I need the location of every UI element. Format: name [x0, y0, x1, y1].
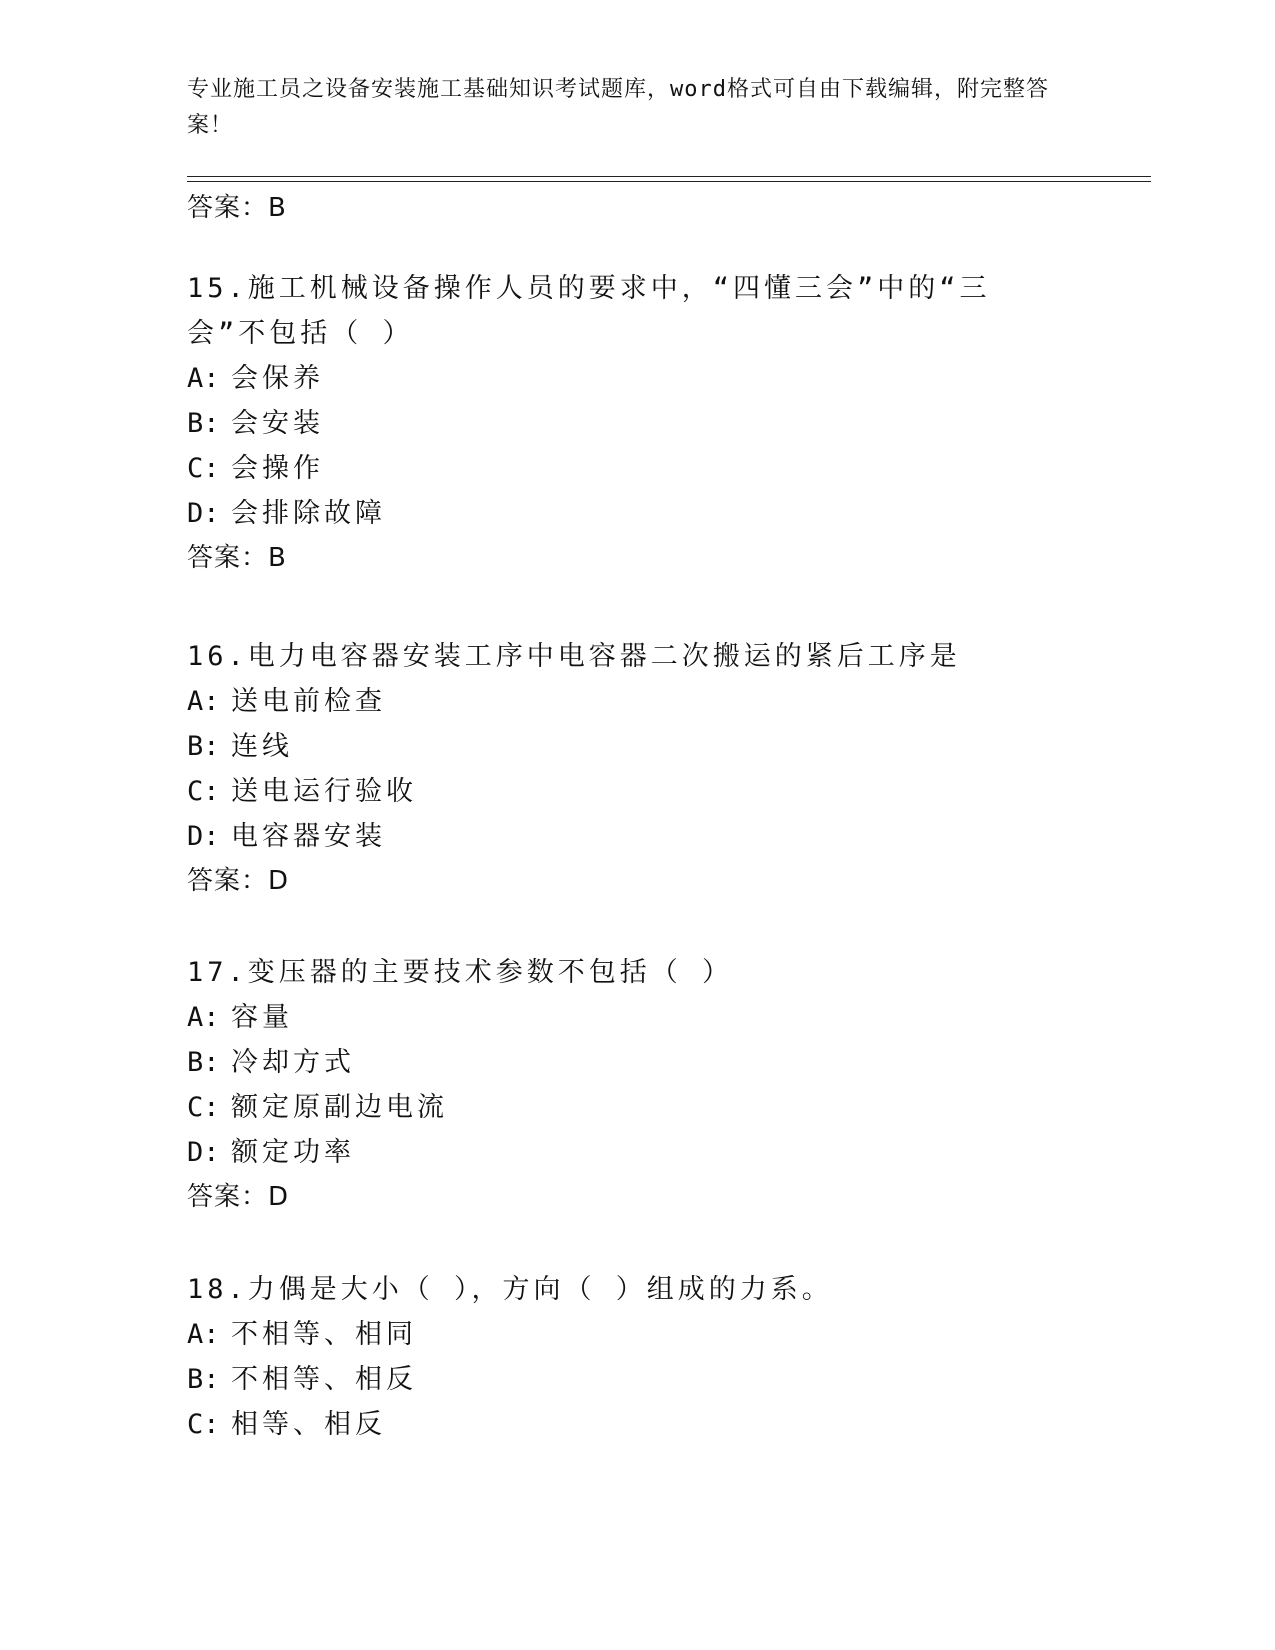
option-d: [187, 814, 1087, 859]
option-key: B:: [187, 408, 220, 439]
option-c: [187, 446, 1087, 491]
question-stem: 15.施工机械设备操作人员的要求中，“四懂三会”中的“三会”不包括（ ）: [187, 273, 991, 349]
option-key: D:: [187, 498, 220, 529]
option-d: [187, 491, 1087, 536]
option-key: C:: [187, 776, 220, 807]
answer-text: 答案：D: [187, 866, 290, 896]
option-text: 会保养: [231, 363, 324, 394]
option-c: [187, 769, 1087, 814]
option-text: 会安装: [231, 408, 324, 439]
question-block: [187, 634, 1087, 903]
question-stem: 16.电力电容器安装工序中电容器二次搬运的紧后工序是: [187, 641, 961, 672]
question-stem: 17.变压器的主要技术参数不包括（ ）: [187, 957, 734, 988]
option-a: [187, 1312, 1087, 1357]
option-b: [187, 724, 1087, 769]
option-key: C:: [187, 1409, 220, 1440]
option-key: B:: [187, 1364, 220, 1395]
answer-text: 答案：B: [187, 543, 287, 573]
option-b: [187, 1040, 1087, 1085]
option-key: A:: [187, 686, 220, 717]
option-key: A:: [187, 1002, 220, 1033]
option-c: [187, 1402, 1087, 1447]
question-block: [187, 1267, 1087, 1447]
document-header: 专业施工员之设备安装施工基础知识考试题库，word格式可自由下载编辑，附完整答案！: [187, 77, 1049, 138]
option-a: [187, 679, 1087, 724]
option-text: 额定功率: [231, 1137, 355, 1168]
option-key: B:: [187, 1047, 220, 1078]
option-text: 送电运行验收: [231, 776, 417, 807]
option-text: 不相等、相反: [231, 1364, 417, 1395]
question-block: [187, 950, 1087, 1219]
option-key: C:: [187, 453, 220, 484]
option-key: A:: [187, 1319, 220, 1350]
answer-text: 答案：D: [187, 1182, 290, 1212]
question-stem: 18.力偶是大小（ ），方向（ ）组成的力系。: [187, 1274, 833, 1305]
option-d: [187, 1130, 1087, 1175]
answer-text: 答案：B: [187, 193, 287, 223]
option-key: B:: [187, 731, 220, 762]
option-key: D:: [187, 1137, 220, 1168]
question-block: [187, 266, 1087, 580]
option-key: A:: [187, 363, 220, 394]
option-b: [187, 1357, 1087, 1402]
option-text: 不相等、相同: [231, 1319, 417, 1350]
header-rule: [187, 181, 1151, 182]
option-text: 电容器安装: [231, 821, 386, 852]
option-text: 冷却方式: [231, 1047, 355, 1078]
option-b: [187, 401, 1087, 446]
option-text: 容量: [231, 1002, 293, 1033]
option-text: 额定原副边电流: [231, 1092, 448, 1123]
option-c: [187, 1085, 1087, 1130]
option-key: C:: [187, 1092, 220, 1123]
option-text: 相等、相反: [231, 1409, 386, 1440]
option-text: 连线: [231, 731, 293, 762]
option-key: D:: [187, 821, 220, 852]
header-rule: [187, 176, 1151, 177]
option-a: [187, 356, 1087, 401]
option-a: [187, 995, 1087, 1040]
option-text: 送电前检查: [231, 686, 386, 717]
option-text: 会排除故障: [231, 498, 386, 529]
option-text: 会操作: [231, 453, 324, 484]
